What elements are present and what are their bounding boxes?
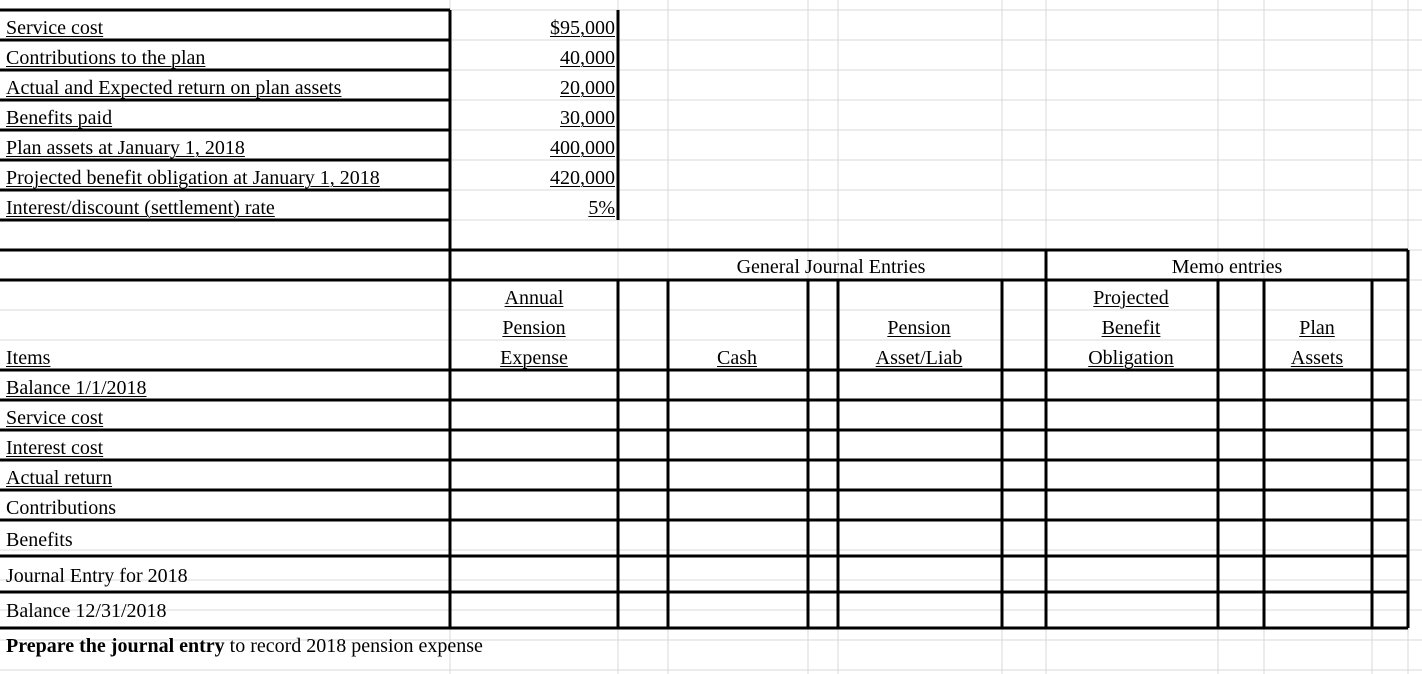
instruction-rest: to record 2018 pension expense: [224, 635, 483, 657]
input-value-pbo[interactable]: 420,000: [550, 167, 615, 189]
input-value-service-cost[interactable]: $95,000: [550, 17, 615, 39]
row-label-contributions[interactable]: Contributions: [6, 497, 117, 519]
instruction-text[interactable]: [6, 635, 483, 657]
col-plan-line2[interactable]: Assets: [1290, 347, 1344, 369]
input-value-contributions[interactable]: 40,000: [560, 47, 615, 69]
row-label-interest-cost[interactable]: Interest cost: [6, 437, 104, 459]
instruction-bold: Prepare the journal entry: [6, 635, 225, 657]
input-label-contributions[interactable]: Contributions to the plan: [6, 47, 206, 69]
input-value-return-on-assets[interactable]: 20,000: [560, 77, 615, 99]
input-value-plan-assets[interactable]: 400,000: [550, 137, 615, 159]
input-label-rate[interactable]: Interest/discount (settlement) rate: [6, 197, 275, 219]
input-label-pbo[interactable]: Projected benefit obligation at January 1, 2018: [6, 167, 380, 189]
group-header-general-journal[interactable]: General Journal Entries: [736, 256, 926, 278]
input-label-service-cost[interactable]: Service cost: [6, 17, 104, 39]
col-pension-line2[interactable]: Asset/Liab: [875, 347, 963, 369]
input-label-benefits-paid[interactable]: Benefits paid: [6, 107, 113, 129]
input-value-rate[interactable]: 5%: [588, 197, 615, 219]
col-pension-line1[interactable]: Pension: [887, 317, 951, 339]
input-label-plan-assets[interactable]: Plan assets at January 1, 2018: [6, 137, 245, 159]
col-pbo-line1[interactable]: Projected: [1093, 287, 1169, 309]
col-plan-line1[interactable]: Plan: [1299, 317, 1335, 339]
group-header-memo-entries[interactable]: Memo entries: [1171, 256, 1283, 278]
row-label-balance-start[interactable]: Balance 1/1/2018: [6, 377, 147, 399]
items-header[interactable]: Items: [6, 347, 51, 369]
row-label-service-cost[interactable]: Service cost: [6, 407, 104, 429]
row-label-benefits[interactable]: Benefits: [6, 529, 73, 551]
row-label-journal-entry[interactable]: Journal Entry for 2018: [6, 565, 188, 587]
row-label-balance-end[interactable]: Balance 12/31/2018: [6, 600, 167, 622]
col-expense-line1[interactable]: Annual: [504, 287, 564, 309]
row-label-actual-return[interactable]: Actual return: [6, 467, 113, 489]
col-expense-line2[interactable]: Pension: [502, 317, 566, 339]
input-value-benefits-paid[interactable]: 30,000: [560, 107, 615, 129]
col-expense-line3[interactable]: Expense: [500, 347, 568, 369]
col-pbo-line2[interactable]: Benefit: [1101, 317, 1161, 339]
input-label-return-on-assets[interactable]: Actual and Expected return on plan assets: [6, 77, 342, 99]
col-cash[interactable]: Cash: [717, 347, 757, 369]
col-pbo-line3[interactable]: Obligation: [1088, 347, 1174, 369]
